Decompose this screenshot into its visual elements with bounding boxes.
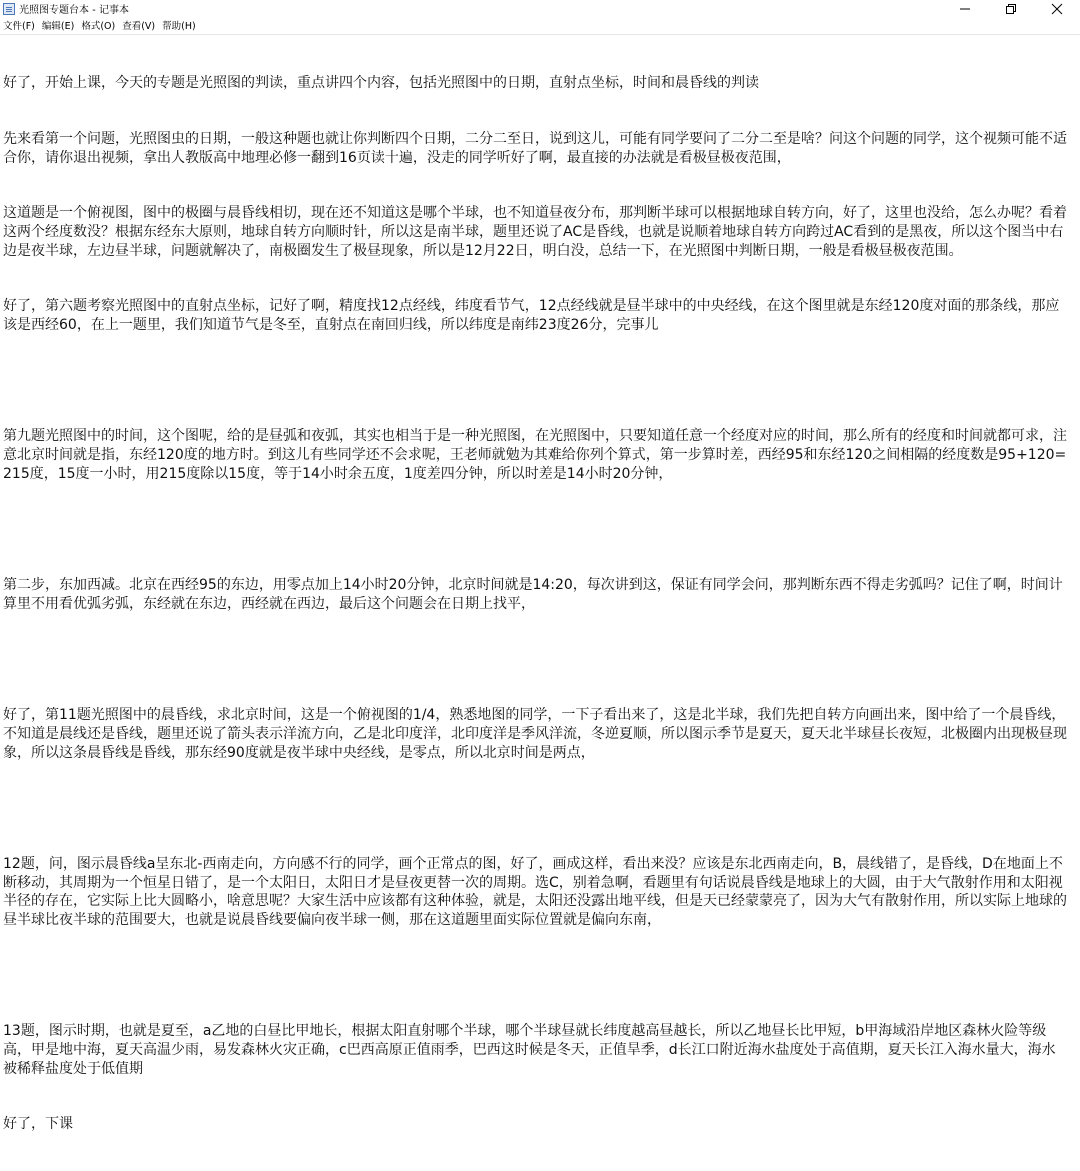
text-line: 第九题光照图中的时间，这个图呢，给的是昼弧和夜弧，其实也相当于是一种光照图，在光照图中，只要知道任意一个经度对应的时间，那么所有的经度和时间就都可求，注意北京时间就是指，东经120度的地方时。到这儿有些同学还不会求呢，王老师就勉为其难给你列个算式，第一步算时差，西经95和东经120之间相隔的经度数是95+120=215度，15度一小时，用215度除以15度，等于14小时余五度，1度差四分钟，所以时差是14小时20分钟， bbox=[3, 428, 1067, 482]
blank-line bbox=[3, 967, 1068, 986]
text-line: 好了，第六题考察光照图中的直射点坐标，记好了啊，精度找12点经线，纬度看节气，12点经线就是昼半球中的中央经线，在这个图里就是东经120度对面的那条线，那应该是西经60，在上一题里，我们知道节气是冬至，直射点在南回归线，所以纬度是南纬23度26分，完事儿 bbox=[3, 298, 1060, 333]
minimize-button[interactable] bbox=[942, 0, 988, 17]
text-editor[interactable] bbox=[0, 34, 1080, 1133]
minimize-icon bbox=[960, 4, 970, 14]
notepad-icon bbox=[3, 3, 15, 15]
text-line: 好了，开始上课，今天的专题是光照图的判读，重点讲四个内容，包括光照图中的日期，直射点坐标，时间和晨昏线的判读 bbox=[3, 75, 759, 92]
text-line: 好了，第11题光照图中的晨昏线，求北京时间，这是一个俯视图的1/4，熟悉地图的同学，一下子看出来了，这是北半球，我们先把自转方向画出来，图中给了一个晨昏线，不知道是晨线还是昏线，题里还说了箭头表示洋流方向，乙是北印度洋，北印度洋是季风洋流，冬逆夏顺，所以图示季节是夏天，夏天北半球昼长夜短，北极圈内出现极昼现象，所以这条晨昏线是昏线，那东经90度就是夜半球中央经线，是零点，所以北京时间是两点， bbox=[3, 707, 1067, 761]
menu-help[interactable]: 帮助(H) bbox=[162, 21, 196, 32]
blank-line bbox=[3, 520, 1068, 539]
close-button[interactable] bbox=[1034, 0, 1080, 17]
blank-line bbox=[3, 651, 1068, 670]
text-line: 12题，问，图示晨昏线a呈东北-西南走向，方向感不行的同学，画个正常点的图，好了，画成这样，看出来没？应该是东北西南走向，B，晨线错了，是昏线，D在地面上不断移动，其周期为一个恒星日错了，是一个太阳日，太阳日才是昼夜更替一次的周期。选C，别着急啊，看题里有句话说晨昏线是地球上的大圆，由于大气散射作用和太阳视半径的存在，它实际上比大圆略小，啥意思呢？大家生活中应该都有这种体验，就是，太阳还没露出地平线，但是天已经蒙蒙亮了，因为大气有散射作用，所以实际上地球的昼半球比夜半球的范围要大，也就是说晨昏线要偏向夜半球一侧，那在这道题里面实际位置就是偏向东南， bbox=[3, 856, 1067, 928]
blank-line bbox=[3, 372, 1068, 391]
window-title: 光照图专题台本 - 记事本 bbox=[19, 5, 129, 16]
menu-edit[interactable]: 编辑(E) bbox=[41, 21, 75, 32]
text-line: 这道题是一个俯视图，图中的极圈与晨昏线相切，现在还不知道这是哪个半球，也不知道昼夜分布，那判断半球可以根据地球自转方向，好了，这里也没给，怎么办呢？看着这两个经度数没？根据东经东大原则，地球自转方向顺时针，所以这是南半球，题里还说了AC是昏线，也就是说顺着地球自转方向跨过AC看到的是黑夜，所以这个图当中右边是夜半球，左边昼半球，问题就解决了，南极圈发生了极昼现象，所以是12月22日，明白没，总结一下，在光照图中判断日期，一般是看极昼极夜范围。 bbox=[3, 205, 1067, 259]
document-body[interactable] bbox=[0, 35, 1080, 1171]
text-line: 13题，图示时期，也就是夏至，a乙地的白昼比甲地长，根据太阳直射哪个半球，哪个半球昼就长纬度越高昼越长，所以乙地昼长比甲短，b甲海域沿岸地区森林火险等级高，甲是地中海，夏天高温少雨，易发森林火灾正确，c巴西高原正值雨季，巴西这时候是冬天，正值旱季，d长江口附近海水盐度处于高值期，夏天长江入海水量大，海水被稀释盐度处于低值期 bbox=[3, 1023, 1056, 1077]
menu-file[interactable]: 文件(F) bbox=[3, 21, 35, 32]
text-line: 好了，下课 bbox=[3, 1116, 73, 1133]
maximize-button[interactable] bbox=[988, 0, 1034, 17]
close-icon bbox=[1052, 4, 1062, 14]
text-line: 第二步，东加西减。北京在西经95的东边，用零点加上14小时20分钟，北京时间就是14:20，每次讲到这，保证有同学会问，那判断东西不得走劣弧吗？记住了啊，时间计算里不用看优弧劣弧，东经就在东边，西经就在西边，最后这个问题会在日期上找平， bbox=[3, 577, 1063, 612]
window-controls bbox=[942, 0, 1080, 17]
menu-bar bbox=[0, 17, 1080, 33]
text-line: 先来看第一个问题，光照图虫的日期，一般这种题也就让你判断四个日期，二分二至日，说到这儿，可能有同学要问了二分二至是啥？问这个问题的同学，这个视频可能不适合你，请你退出视频，拿出人教版高中地理必修一翻到16页读十遍，没走的同学听好了啊，最直接的办法就是看极昼极夜范围， bbox=[3, 130, 1067, 166]
blank-line bbox=[3, 799, 1068, 818]
title-bar[interactable] bbox=[0, 0, 1080, 17]
menu-view[interactable]: 查看(V) bbox=[122, 21, 156, 32]
menu-format[interactable]: 格式(O) bbox=[81, 21, 116, 32]
maximize-icon bbox=[1006, 4, 1016, 14]
